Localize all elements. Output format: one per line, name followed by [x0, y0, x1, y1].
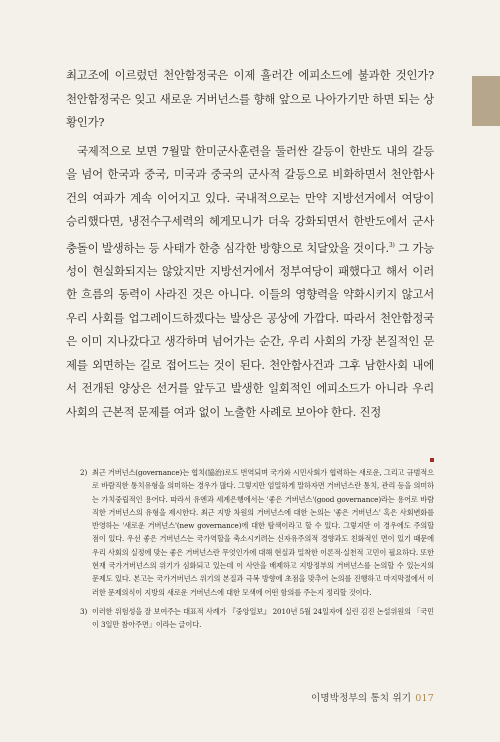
page-number: 017	[415, 693, 434, 704]
footnotes	[80, 466, 434, 638]
body-text	[66, 64, 434, 424]
footnote-reference: 3)	[388, 241, 395, 249]
chapter-edge-tab	[472, 76, 500, 126]
footnote-number: 3)	[80, 606, 88, 616]
running-footer	[311, 690, 434, 704]
body-paragraph-text: 그 가능성이 현실화되지는 않았지만 지방선거에서 정부여당이 패했다고 해서 이러한 흐름의 동력이 사라진 것은 아니다. 이들의 영향력을 약화시키지 않고서 우리 사회를 업그레이드하겠다는 발상은 공상에 가깝다. 따라서 천안함정국은 이미 지나갔다고 생각하며 넘어가는 순간, 우리 사회의 가장 본질적인 문제를 외면하는 길로 접어드는 것이 된다. 천안함사건과 그후 남한사회 내에서 전개된 양상은 선거를 앞두고 발생한 일회적인 에피소드가 아니라 우리 사회의 근본적 문제를 여과 없이 노출한 사례로 보아야 한다. 진정	[66, 240, 434, 419]
body-paragraph-text: 국제적으로 보면 7월말 한미군사훈련을 둘러싼 갈등이 한반도 내의 갈등을 넘어 한국과 중국, 미국과 중국의 군사적 갈등으로 비화하면서 천안함사건의 여파가 계속 이어지고 있다. 국내적으로는 만약 지방선거에서 여당이 승리했다면, 냉전수구세력의 헤게모니가 더욱 강화되면서 한반도에서 군사충돌이 발생하는 등 사태가 한층 심각한 방향으로 치달았을 것이다.	[66, 143, 434, 255]
footnote-marker-square	[430, 458, 434, 462]
body-paragraph	[66, 140, 434, 425]
footnote-text: 이러한 위험성을 잘 보여주는 대표적 사례가 『중앙일보』 2010년 5월 24일자에 실린 김진 논설위원의 「국민이 3일만 참아주면」이라는 글이다.	[92, 606, 434, 630]
footnote-item	[80, 605, 434, 632]
body-paragraph: 최고조에 이르렀던 천안함정국은 이제 흘러간 에피소드에 불과한 것인가? 천안함정국은 잊고 새로운 거버넌스를 향해 앞으로 나아가기만 하면 되는 상황인가?	[66, 68, 434, 129]
running-footer-title: 이명박정부의 통치 위기	[311, 693, 412, 704]
footnote-number: 2)	[80, 468, 88, 477]
footnote-text: 최근 거버넌스(governance)는 협치(協治)로도 번역되며 국가와 시민사회가 협력하는 새로운, 그리고 규범적으로 바람직한 통치유형을 의미하는 경우가 많다. 그렇지만 엄밀하게 말하자면 거버넌스란 통치, 관리 등을 의미하는 가치중립적인 용어다. 따라서 유엔과 세계은행에서는 '좋은 거버넌스'(good governance)라는 용어로 바람직한 거버넌스의 유형을 제시한다. 최근 지방 차원의 거버넌스에 대한 논의는 '좋은 거버넌스' 혹은 사회변화를 반영하는 '새로운 거버넌스'(new governance)에 대한 탐색이라고 할 수 있다. 그렇지만 이 경우에도 주의할 점이 있다. 우선 좋은 거버넌스는 국가역할을 축소시키려는 신자유주의적 경향과도 친화적인 면이 있기 때문에 우리 사회의 실정에 맞는 좋은 거버넌스란 무엇인가에 대해 현실과 밀착한 이론적·실천적 고민이 필요하다. 또한 현재 국가거버넌스의 위기가 심화되고 있는데 이 사안을 배제하고 지방정부의 거버넌스를 논의할 수 있는지의 문제도 있다. 본고는 국가거버넌스 위기의 본질과 극복 방향에 초점을 맞추어 논의를 진행하고 마지막절에서 이러한 문제의식이 지방의 새로운 거버넌스에 대한 모색에 어떤 함의를 주는지 정리할 것이다.	[92, 468, 434, 597]
footnote-item	[80, 466, 434, 599]
